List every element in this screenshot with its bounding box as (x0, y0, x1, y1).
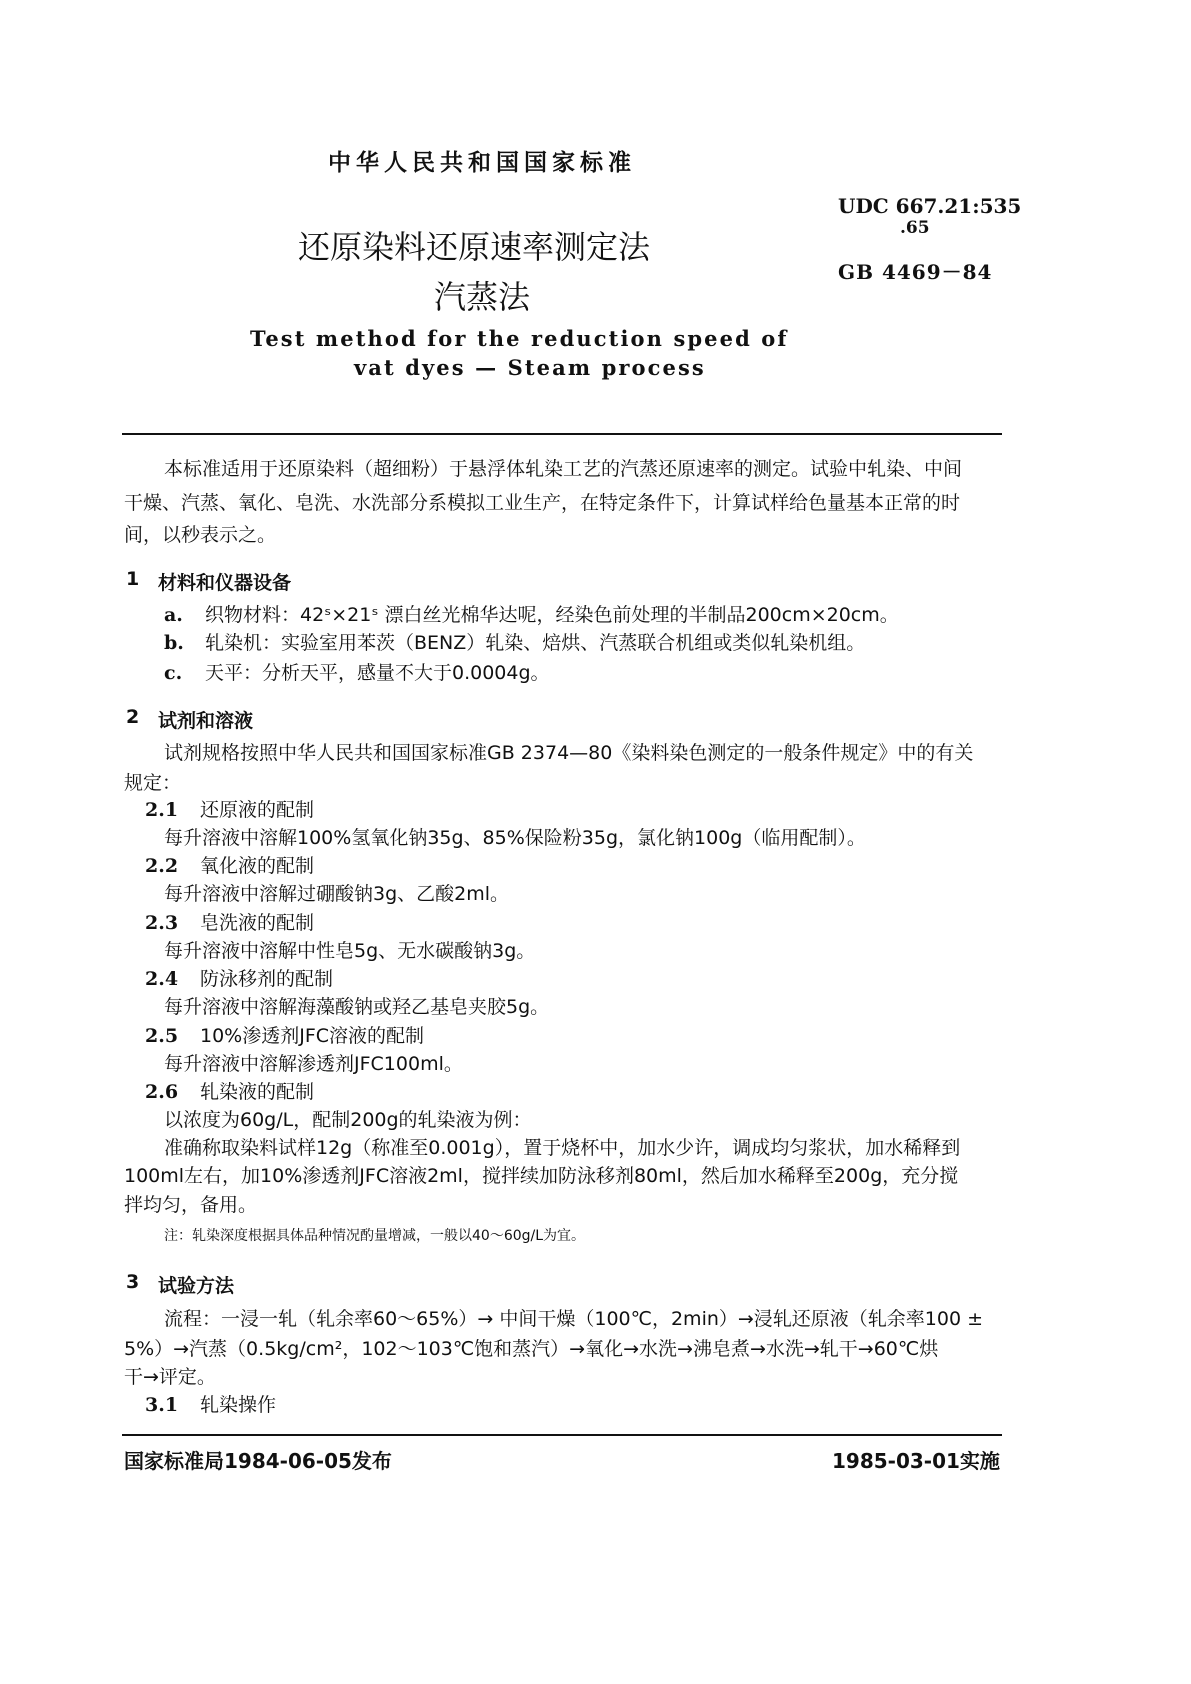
udc-subnumber: .65 (900, 218, 930, 238)
sub-2-6-line-2: 准确称取染料试样12g（称准至0.001g），置于烧杯中，加水少许，调成均匀浆状，加水稀释到 (164, 1137, 961, 1159)
sub-2-6-title: 轧染液的配制 (200, 1081, 315, 1103)
sub-2-6-number: 2.6 (145, 1081, 179, 1103)
sub-2-4-text: 每升溶液中溶解海藻酸钠或羟乙基皂夹胶5g。 (164, 996, 550, 1018)
section-3-title: 试验方法 (158, 1275, 235, 1297)
item-c-label: c. (164, 662, 183, 684)
intro-line-2: 干燥、汽蒸、氧化、皂洗、水洗部分系模拟工业生产，在特定条件下，计算试样给色量基本正常的时 (124, 492, 961, 514)
title-en-line1: Test method for the reduction speed of (250, 326, 789, 351)
sub-2-6-line-4: 拌均匀，备用。 (124, 1194, 258, 1216)
sub-2-2-number: 2.2 (145, 855, 179, 877)
sub-2-5-text: 每升溶液中溶解渗透剂JFC100ml。 (164, 1053, 463, 1075)
sub-2-1-title: 还原液的配制 (200, 799, 315, 821)
sub-2-3-title: 皂洗液的配制 (200, 912, 315, 934)
title-cn-sub: 汽蒸法 (434, 278, 531, 316)
sub-2-3-text: 每升溶液中溶解中性皂5g、无水碳酸钠3g。 (164, 940, 536, 962)
issued-date: 国家标准局1984-06-05发布 (124, 1449, 392, 1473)
gb-number: GB 4469－84 (838, 260, 993, 284)
section-3-line-2: 5%）→汽蒸（0.5kg/cm²，102～103℃饱和蒸汽）→氧化→水洗→沸皂煮→水洗→轧干→60℃烘 (124, 1338, 939, 1360)
udc-number: UDC 667.21:535 (838, 194, 1022, 218)
sub-2-4-number: 2.4 (145, 968, 179, 990)
title-en-line2: vat dyes — Steam process (354, 355, 706, 380)
issuer-line: 中华人民共和国国家标准 (328, 150, 636, 176)
section-3-line-1: 流程：一浸一轧（轧余率60～65%）→ 中间干燥（100℃，2min）→浸轧还原液（轧余率100 ± (164, 1308, 984, 1330)
section-2-title: 试剂和溶液 (158, 710, 254, 732)
section-1-number: 1 (126, 568, 140, 590)
section-2-intro-line-1: 试剂规格按照中华人民共和国国家标准GB 2374—80《染料染色测定的一般条件规定》中的有关 (164, 742, 974, 764)
header-divider (122, 433, 1002, 435)
sub-2-6-line-1: 以浓度为60g/L，配制200g的轧染液为例： (164, 1109, 532, 1131)
sub-2-6-note: 注：轧染深度根据具体品种情况酌量增减，一般以40～60g/L为宜。 (164, 1228, 586, 1244)
intro-line-3: 间，以秒表示之。 (124, 524, 277, 546)
footer-divider (122, 1434, 1002, 1436)
sub-2-4-title: 防泳移剂的配制 (200, 968, 334, 990)
item-b-text: 轧染机：实验室用苯茨（BENZ）轧染、焙烘、汽蒸联合机组或类似轧染机组。 (205, 632, 866, 654)
item-a-label: a. (164, 604, 183, 626)
sub-2-3-number: 2.3 (145, 912, 179, 934)
sub-2-2-text: 每升溶液中溶解过硼酸钠3g、乙酸2ml。 (164, 883, 510, 905)
sub-2-5-number: 2.5 (145, 1025, 179, 1047)
sub-3-1-title: 轧染操作 (200, 1394, 277, 1416)
item-c-text: 天平：分析天平，感量不大于0.0004g。 (205, 662, 550, 684)
section-2-number: 2 (126, 706, 140, 728)
section-1-title: 材料和仪器设备 (158, 572, 292, 594)
title-cn-main: 还原染料还原速率测定法 (298, 228, 651, 266)
sub-3-1-number: 3.1 (145, 1394, 179, 1416)
item-a-text: 织物材料：42ˢ×21ˢ 漂白丝光棉华达呢，经染色前处理的半制品200cm×20cm。 (205, 604, 899, 626)
sub-2-5-title: 10%渗透剂JFC溶液的配制 (200, 1025, 425, 1047)
intro-line-1: 本标准适用于还原染料（超细粉）于悬浮体轧染工艺的汽蒸还原速率的测定。试验中轧染、中间 (164, 458, 963, 480)
effective-date: 1985-03-01实施 (832, 1449, 1000, 1473)
sub-2-1-number: 2.1 (145, 799, 179, 821)
sub-2-6-line-3: 100ml左右，加10%渗透剂JFC溶液2ml，搅拌续加防泳移剂80ml，然后加水稀释至200g，充分搅 (124, 1165, 959, 1187)
sub-2-2-title: 氧化液的配制 (200, 855, 315, 877)
section-3-number: 3 (126, 1271, 140, 1293)
section-3-line-3: 干→评定。 (124, 1366, 216, 1388)
item-b-label: b. (164, 632, 184, 654)
sub-2-1-text: 每升溶液中溶解100%氢氧化钠35g、85%保险粉35g，氯化钠100g（临用配制）。 (164, 827, 866, 849)
section-2-intro-line-2: 规定： (124, 772, 182, 794)
